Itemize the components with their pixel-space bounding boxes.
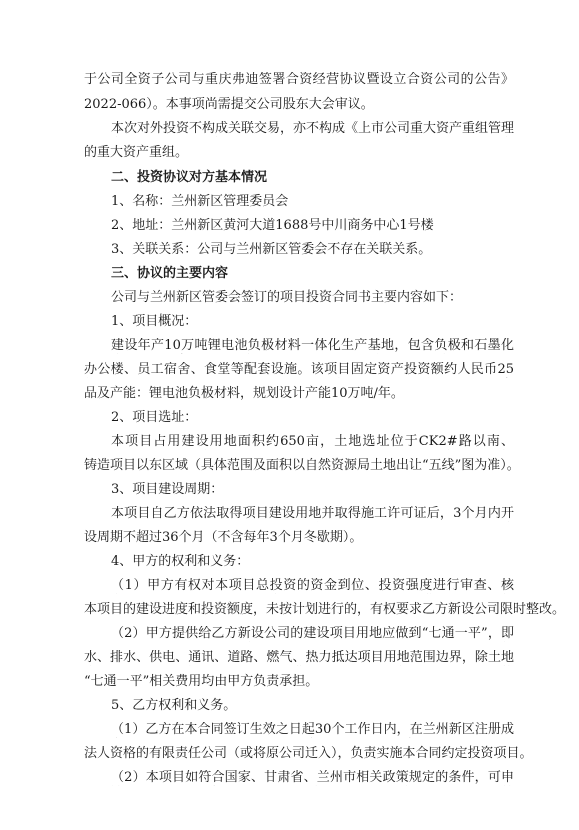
text-line-s1-l2: 办公楼、员工宿舍、食堂等配套设施。该项目固定资产投资额约人民币25 bbox=[84, 362, 514, 377]
text-line-s4-2-l3: “七通一平”相关费用均由甲方负责承担。 bbox=[84, 674, 319, 689]
text-line-intro: 公司与兰州新区管委会签订的项目投资合同书主要内容如下： bbox=[111, 290, 463, 305]
text-line-p1-l1: 于公司全资子公司与重庆弗迪签署合资经营协议暨设立合资公司的公告》 bbox=[84, 72, 514, 87]
text-line-s1-l1: 建设年产10万吨锂电池负极材料一体化生产基地，包含负极和石墨化 bbox=[111, 338, 514, 353]
text-line-s4-2-l2: 水、排水、供电、通讯、道路、燃气、热力抵达项目用地范围边界，除土地 bbox=[84, 650, 514, 665]
text-line-p1-l2: 2022-066）。本事项尚需提交公司股东大会审议。 bbox=[84, 97, 374, 112]
text-line-s5-2-l1: （2）本项目如符合国家、甘肃省、兰州市相关政策规定的条件，可申 bbox=[111, 770, 514, 785]
text-line-item-name: 1、名称：兰州新区管理委员会 bbox=[111, 194, 289, 209]
text-line-s2-title: 2、项目选址： bbox=[111, 410, 198, 425]
text-line-item-relation: 3、关联关系：公司与兰州新区管委会不存在关联关系。 bbox=[111, 242, 432, 257]
text-line-h2: 二、投资协议对方基本情况 bbox=[111, 170, 268, 185]
text-line-s3-l2: 设周期不超过36个月（不含每年3个月冬歇期）。 bbox=[84, 530, 363, 545]
text-line-s5-1-l2: 法人资格的有限责任公司（或将原公司迁入），负责实施本合同约定投资项目。 bbox=[84, 746, 533, 761]
text-line-p2-l1: 本次对外投资不构成关联交易，亦不构成《上市公司重大资产重组管理 bbox=[111, 121, 514, 136]
text-line-s2-l2: 铸造项目以东区域（具体范围及面积以自然资源局土地出让“五线”图为准）。 bbox=[84, 458, 520, 473]
text-line-s1-title: 1、项目概况： bbox=[111, 314, 198, 329]
text-line-h3: 三、协议的主要内容 bbox=[111, 266, 229, 281]
text-line-s2-l1: 本项目占用建设用地面积约650亩，土地选址位于CK2#路以南、 bbox=[111, 434, 514, 449]
text-line-s4-1-l2: 本项目的建设进度和投资额度，未按计划进行的，有权要求乙方新设公司限时整改。 bbox=[84, 602, 566, 617]
text-line-s4-1-l1: （1）甲方有权对本项目总投资的资金到位、投资强度进行审查、核 bbox=[111, 578, 514, 593]
text-line-s4-2-l1: （2）甲方提供给乙方新设公司的建设项目用地应做到“七通一平”，即 bbox=[111, 626, 514, 641]
text-line-s3-title: 3、项目建设周期： bbox=[111, 482, 224, 497]
text-line-s1-l3: 品及产能：锂电池负极材料，规划设计产能10万吨/年。 bbox=[84, 386, 404, 401]
text-line-s3-l1: 本项目自乙方依法取得项目建设用地并取得施工许可证后，3个月内开 bbox=[111, 506, 514, 521]
text-line-s5-title: 5、乙方权利和义务。 bbox=[111, 698, 237, 713]
text-line-p2-l2: 的重大资产重组。 bbox=[84, 145, 189, 160]
text-line-item-address: 2、地址：兰州新区黄河大道1688号中川商务中心1号楼 bbox=[111, 218, 434, 233]
text-line-s5-1-l1: （1）乙方在本合同签订生效之日起30个工作日内，在兰州新区注册成 bbox=[111, 722, 514, 737]
text-line-s4-title: 4、甲方的权利和义务： bbox=[111, 554, 250, 569]
